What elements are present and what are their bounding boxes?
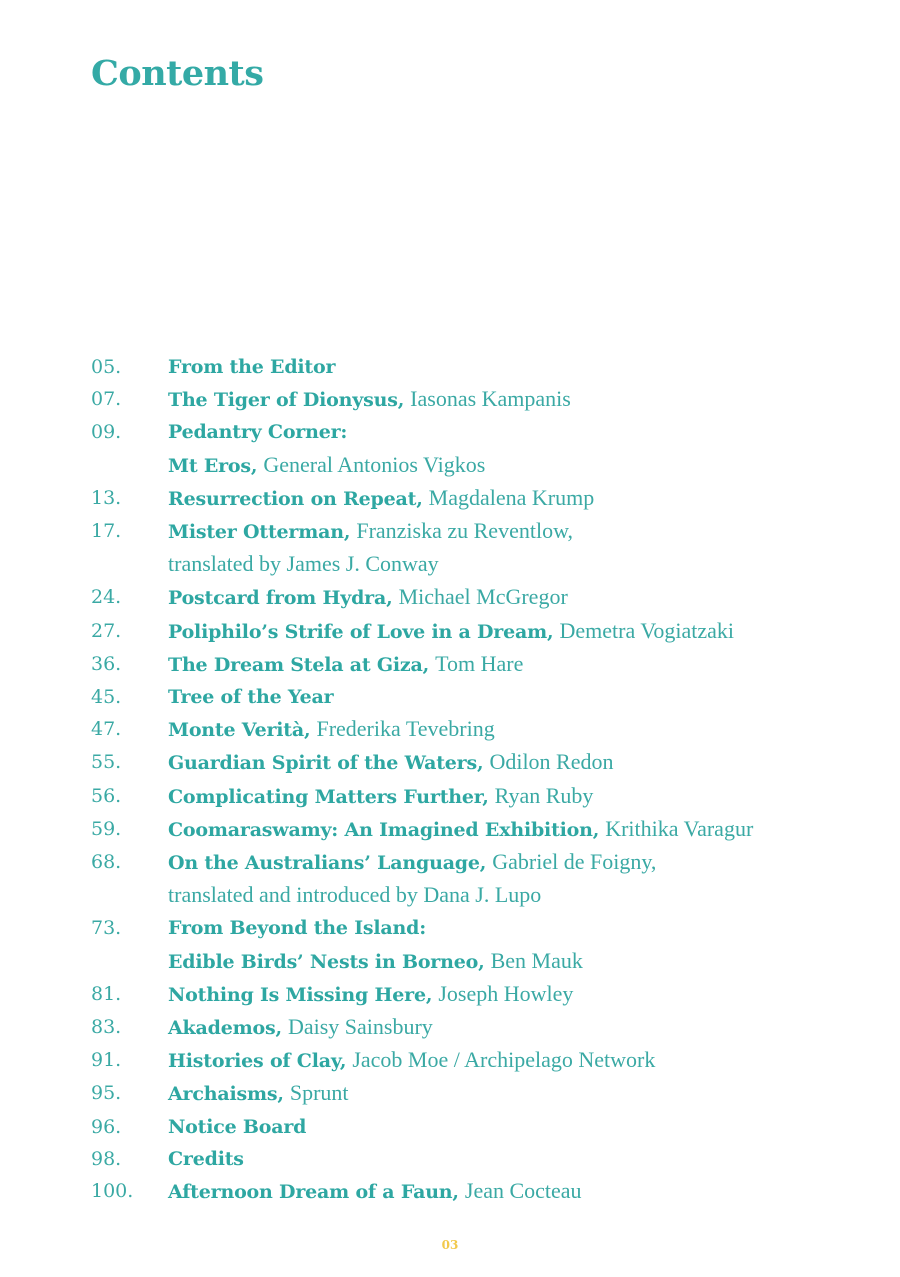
toc-article-title: From Beyond the Island: [168, 917, 427, 940]
toc-article-title: Postcard from Hydra, [168, 587, 393, 610]
toc-line [168, 713, 881, 746]
toc-entry[interactable] [91, 780, 881, 813]
toc-line [168, 1175, 881, 1208]
toc-article-title: Akademos, [168, 1017, 282, 1040]
toc-entry-text [168, 515, 881, 581]
toc-page-number: 68. [91, 851, 122, 874]
toc-line [168, 383, 881, 416]
toc-article-author: Joseph Howley [438, 980, 574, 1006]
toc-line [168, 813, 881, 846]
toc-entry[interactable] [91, 1077, 881, 1110]
toc-entry-text [168, 1077, 881, 1110]
toc-entry[interactable] [91, 515, 881, 581]
page-title: Contents [91, 53, 264, 94]
toc-line [168, 1111, 881, 1143]
toc-article-title: Mt Eros, [168, 454, 258, 477]
toc-article-author: Michael McGregor [398, 584, 568, 610]
toc-entry[interactable] [91, 1175, 881, 1208]
toc-line [168, 879, 881, 912]
toc-page-number: 09. [91, 421, 122, 444]
toc-article-author: Daisy Sainsbury [287, 1014, 433, 1040]
toc-page-number: 05. [91, 356, 122, 378]
toc-page-number: 91. [91, 1049, 122, 1072]
toc-entry[interactable] [91, 482, 881, 515]
toc-line [168, 1143, 881, 1175]
toc-entry[interactable] [91, 846, 881, 912]
toc-article-author: Ryan Ruby [494, 782, 594, 808]
page-number: 03 [441, 1238, 459, 1252]
toc-page-number: 83. [91, 1016, 122, 1039]
toc-entry[interactable] [91, 615, 881, 648]
toc-line [168, 351, 881, 383]
toc-entry[interactable] [91, 1011, 881, 1044]
toc-entry[interactable] [91, 1044, 881, 1077]
toc-page-number: 96. [91, 1115, 122, 1138]
toc-article-title: Notice Board [168, 1115, 307, 1138]
toc-article-author: Jean Cocteau [464, 1178, 582, 1204]
toc-article-title: The Dream Stela at Giza, [168, 653, 430, 676]
toc-article-author: Jacob Moe / Archipelago Network [352, 1047, 656, 1073]
toc-entry[interactable] [91, 746, 881, 779]
table-of-contents [91, 351, 881, 1208]
toc-entry-text [168, 780, 881, 813]
toc-article-title: Monte Verità, [168, 719, 311, 742]
toc-page-number: 13. [91, 486, 122, 509]
toc-line [168, 581, 881, 614]
toc-article-title: Archaisms, [168, 1083, 284, 1106]
toc-page-number: 24. [91, 586, 122, 609]
toc-article-author: Magdalena Krump [428, 484, 595, 510]
toc-article-title: Coomaraswamy: An Imagined Exhibition, [168, 818, 600, 841]
toc-entry-text [168, 846, 881, 912]
toc-line [168, 548, 881, 581]
toc-article-author: Odilon Redon [489, 749, 614, 775]
toc-entry[interactable] [91, 813, 881, 846]
toc-article-author: General Antonios Vigkos [263, 451, 486, 477]
toc-entry-text [168, 1111, 881, 1143]
toc-article-title: The Tiger of Dionysus, [168, 389, 405, 412]
toc-entry-text [168, 351, 881, 383]
toc-article-title: Nothing Is Missing Here, [168, 983, 433, 1006]
toc-article-author: Ben Mauk [490, 947, 583, 973]
toc-page-number: 27. [91, 619, 122, 642]
toc-page-number: 55. [91, 751, 122, 774]
toc-article-title: Resurrection on Repeat, [168, 487, 423, 510]
toc-article-title: Mister Otterman, [168, 521, 351, 544]
toc-entry-text [168, 648, 881, 681]
toc-entry[interactable] [91, 681, 881, 713]
toc-page-number: 45. [91, 686, 122, 709]
toc-entry-text [168, 1143, 881, 1175]
toc-article-author: Frederika Tevebring [316, 716, 495, 742]
toc-article-title: Complicating Matters Further, [168, 785, 489, 808]
toc-line [168, 515, 881, 548]
toc-entry[interactable] [91, 351, 881, 383]
toc-entry-text [168, 615, 881, 648]
toc-entry[interactable] [91, 1111, 881, 1143]
toc-article-title: From the Editor [168, 356, 336, 378]
toc-page-number: 07. [91, 388, 122, 411]
toc-article-title: Afternoon Dream of a Faun, [168, 1181, 459, 1204]
toc-entry-text [168, 581, 881, 614]
toc-article-title: Edible Birds’ Nests in Borneo, [168, 950, 485, 973]
toc-page-number: 100. [91, 1180, 134, 1203]
toc-article-author: Gabriel de Foigny, [492, 849, 657, 875]
toc-line [168, 648, 881, 681]
toc-line [168, 482, 881, 515]
toc-line [168, 746, 881, 779]
toc-entry[interactable] [91, 713, 881, 746]
toc-entry-text [168, 912, 881, 977]
toc-article-author: Iasonas Kampanis [410, 386, 571, 412]
toc-entry[interactable] [91, 383, 881, 416]
toc-entry-text [168, 713, 881, 746]
toc-line [168, 1077, 881, 1110]
toc-entry-text [168, 1044, 881, 1077]
toc-article-title: Credits [168, 1147, 244, 1170]
toc-article-author: Demetra Vogiatzaki [559, 617, 735, 643]
toc-entry-text [168, 1175, 881, 1208]
toc-article-author: Tom Hare [435, 650, 524, 676]
toc-entry-text [168, 416, 881, 481]
toc-page-number: 47. [91, 718, 122, 741]
toc-article-title: Histories of Clay, [168, 1050, 347, 1073]
toc-page-number: 73. [91, 917, 122, 940]
toc-entry[interactable] [91, 648, 881, 681]
toc-page-number: 81. [91, 982, 122, 1005]
toc-entry[interactable] [91, 912, 881, 977]
toc-article-author: Franziska zu Reventlow, [356, 518, 574, 544]
toc-line [168, 912, 881, 944]
toc-article-title: On the Australians’ Language, [168, 852, 487, 875]
toc-article-author: Sprunt [289, 1080, 349, 1106]
toc-article-title: Poliphilo’s Strife of Love in a Dream, [168, 620, 554, 643]
toc-page-number: 98. [91, 1147, 122, 1170]
toc-page-number: 56. [91, 784, 122, 807]
toc-page-number: 36. [91, 652, 122, 675]
toc-entry-text [168, 681, 881, 713]
toc-entry-text [168, 813, 881, 846]
toc-entry-text [168, 1011, 881, 1044]
toc-entry[interactable] [91, 416, 881, 481]
toc-entry-text [168, 383, 881, 416]
toc-article-author: Krithika Varagur [605, 815, 754, 841]
toc-page-number: 95. [91, 1082, 122, 1105]
toc-line [168, 978, 881, 1011]
toc-line [168, 615, 881, 648]
toc-article-author: translated by James J. Conway [168, 551, 439, 577]
toc-line [168, 846, 881, 879]
toc-entry[interactable] [91, 978, 881, 1011]
toc-line [168, 416, 881, 448]
toc-line [168, 945, 881, 978]
toc-article-title: Tree of the Year [168, 686, 334, 709]
toc-line [168, 1044, 881, 1077]
toc-entry-text [168, 978, 881, 1011]
toc-article-title: Pedantry Corner: [168, 421, 348, 444]
toc-line [168, 449, 881, 482]
toc-line [168, 681, 881, 713]
toc-page-number: 59. [91, 817, 122, 840]
toc-article-author: translated and introduced by Dana J. Lupo [168, 882, 542, 908]
toc-entry[interactable] [91, 1143, 881, 1175]
toc-entry-text [168, 746, 881, 779]
toc-page-number: 17. [91, 520, 122, 543]
toc-article-title: Guardian Spirit of the Waters, [168, 752, 484, 775]
toc-entry[interactable] [91, 581, 881, 614]
toc-line [168, 780, 881, 813]
toc-line [168, 1011, 881, 1044]
toc-entry-text [168, 482, 881, 515]
